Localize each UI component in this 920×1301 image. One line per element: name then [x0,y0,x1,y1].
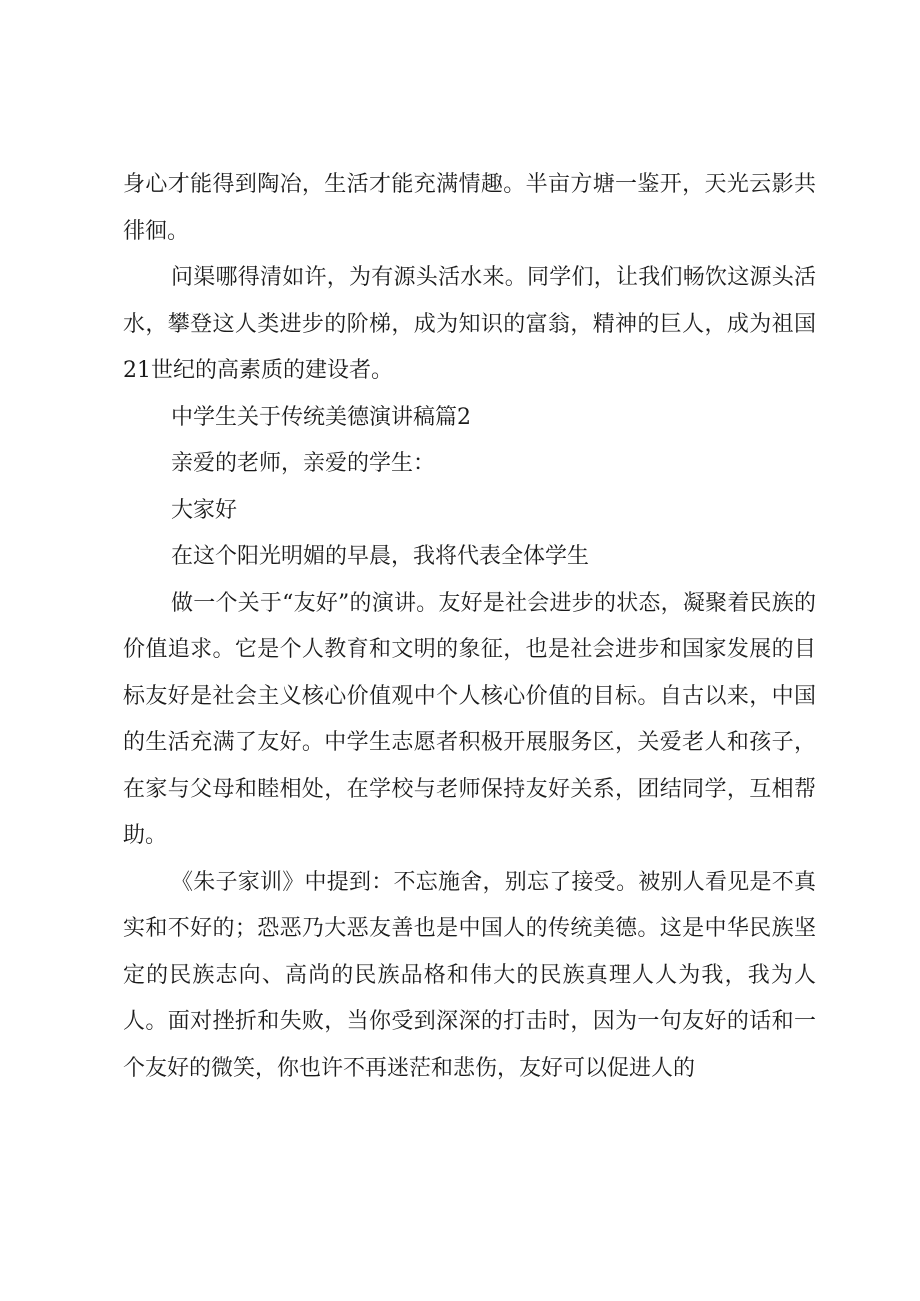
salutation: 亲爱的老师，亲爱的学生： [171,451,436,476]
paragraph-1: 身心才能得到陶冶，生活才能充满情趣。半亩方塘一鉴开，天光云影共徘徊。 [123,172,816,244]
paragraph-2: 问渠哪得清如许，为有源头活水来。同学们，让我们畅饮这源头活水，攀登这人类进步的阶梯，成为知识的富翁，精神的巨人，成为祖国21世纪的高素质的建设者。 [123,265,816,383]
greeting: 大家好 [171,497,238,523]
paragraph-friendship: 做一个关于“友好”的演讲。友好是社会进步的状态，凝聚着民族的价值追求。它是个人教育和文明的象征，也是社会进步和国家发展的目标友好是社会主义核心价值观中个人核心价值的目标。自古以来，中国的生活充满了友好。中学生志愿者积极开展服务区，关爱老人和孩子，在家与父母和睦相处，在学校与老师保持友好关系，团结同学，互相帮助。 [123,590,816,848]
document-body [123,162,816,1092]
paragraph-intro: 在这个阳光明媚的早晨，我将代表全体学生 [171,544,590,569]
paragraph-zhuzi: 《朱子家训》中提到：不忘施舍，别忘了接受。被别人看见是不真实和不好的；恐恶乃大恶友善也是中国人的传统美德。这是中华民族坚定的民族志向、高尚的民族品格和伟大的民族真理人人为我，我为人人。面对挫折和失败，当你受到深深的打击时，因为一句友好的话和一个友好的微笑，你也许不再迷茫和悲伤，友好可以促进人的 [123,869,816,1081]
section-heading: 中学生关于传统美德演讲稿篇2 [171,404,471,430]
